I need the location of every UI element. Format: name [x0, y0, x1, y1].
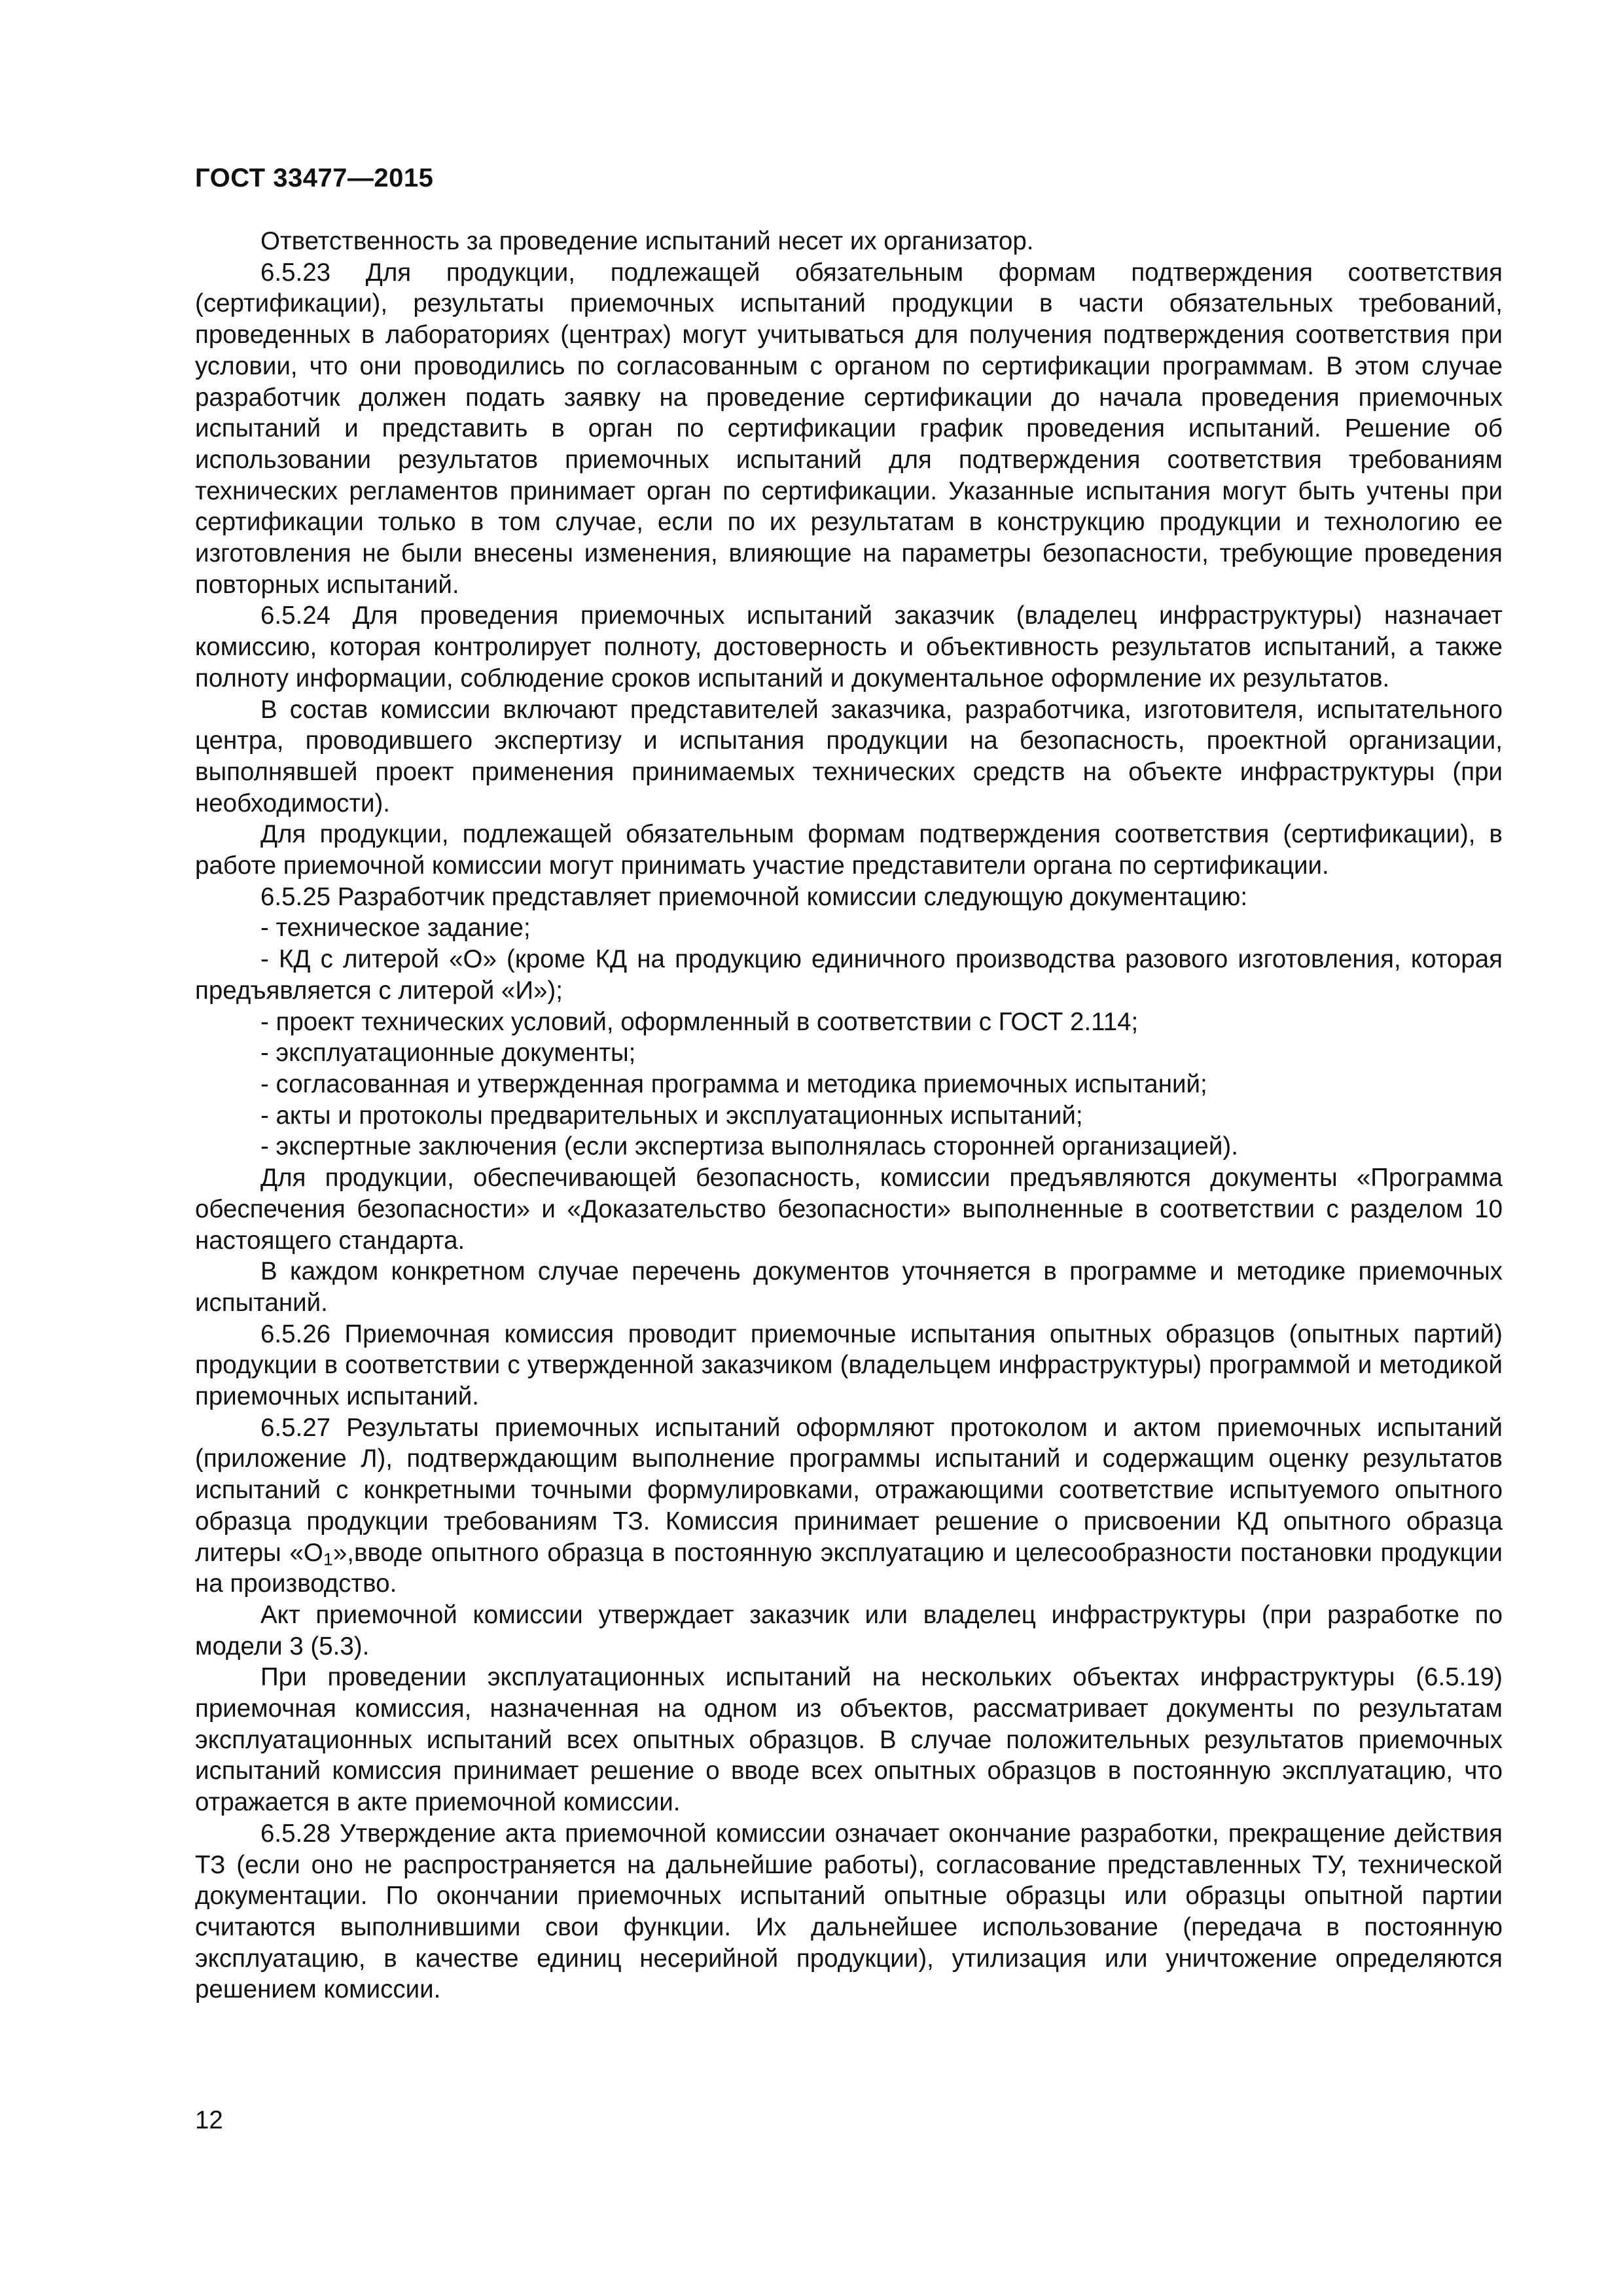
paragraph-6-5-24: 6.5.24 Для проведения приемочных испытаний заказчик (владелец инфраструктуры) назначает комиссию, которая контролирует полноту, достоверность и объективность результатов испытаний, а также полноту информации, соблюдение сроков испытаний и документальное оформление их результатов. [195, 601, 1503, 692]
paragraph: Для продукции, подлежащей обязательным формам подтверждения соответствия (сертификации), в работе приемочной комиссии могут принимать участие представители органа по сертификации. [195, 820, 1503, 880]
list-item: - согласованная и утвержденная программа и методика приемочных испытаний; [260, 1069, 1207, 1098]
paragraph-6-5-26: 6.5.26 Приемочная комиссия проводит приемочные испытания опытных образцов (опытных партий) продукции в соответствии с утвержденной заказчиком (владельцем инфраструктуры) программой и методикой приемочных испытаний. [195, 1319, 1503, 1411]
list-item: - экспертные заключения (если экспертиза выполнялась сторонней организацией). [260, 1132, 1238, 1161]
paragraph-6-5-23: 6.5.23 Для продукции, подлежащей обязательным формам подтверждения соответствия (сертификации), результаты приемочных испытаний продукции в части обязательных требований, проведенных в лабораториях (центрах) могут учитываться для получения подтверждения соответствия при условии, что они проводились по согласованным с органом по сертификации программам. В этом случае разработчик должен подать заявку на проведение сертификации до начала проведения приемочных испытаний и представить в орган по сертификации график проведения испытаний. Решение об использовании результатов приемочных испытаний для подтверждения соответствия требованиям технических регламентов принимает орган по сертификации. Указанные испытания могут быть учтены при сертификации только в том случае, если по их результатам в конструкцию продукции и технологию ее изготовления не были внесены изменения, влияющие на параметры безопасности, требующие проведения повторных испытаний. [195, 258, 1503, 599]
paragraph: Для продукции, обеспечивающей безопасность, комиссии предъявляются документы «Программа обеспечения безопасности» и «Доказательство безопасности» выполненные в соответствии с разделом 10 настоящего стандарта. [195, 1164, 1503, 1255]
paragraph-6-5-28: 6.5.28 Утверждение акта приемочной комиссии означает окончание разработки, прекращение действия ТЗ (если оно не распространяется на дальнейшие работы), согласование представленных ТУ, технической документации. По окончании приемочных испытаний опытные образцы или образцы опытной партии считаются выполнившими свои функции. Их дальнейшее использование (передача в постоянную эксплуатацию, в качестве единиц несерийной продукции), утилизация или уничтожение определяются решением комиссии. [195, 1819, 1503, 2004]
document-body [195, 226, 1503, 2005]
list-item: - эксплуатационные документы; [260, 1039, 636, 1067]
list-item: - КД с литерой «О» (кроме КД на продукцию единичного производства разового изготовления, которая предъявляется с литерой «И»); [195, 945, 1503, 1005]
paragraph: При проведении эксплуатационных испытаний на нескольких объектах инфраструктуры (6.5.19) приемочная комиссия, назначенная на одном из объектов, рассматривает документы по результатам эксплуатационных испытаний всех опытных образцов. В случае положительных результатов приемочных испытаний комиссия принимает решение о вводе всех опытных образцов в постоянную эксплуатацию, что отражается в акте приемочной комиссии. [195, 1663, 1503, 1817]
paragraph-6-5-27 [195, 1412, 1503, 1600]
paragraph: Акт приемочной комиссии утверждает заказчик или владелец инфраструктуры (при разработке по модели 3 (5.3). [195, 1600, 1503, 1660]
list-item: - техническое задание; [260, 914, 531, 942]
paragraph-6-5-25: 6.5.25 Разработчик представляет приемочной комиссии следующую документацию: [260, 882, 1248, 911]
paragraph-text: »,вводе опытного образца в постоянную эксплуатацию и целесообразности постановки продукции на производство. [195, 1538, 1503, 1598]
paragraph: В состав комиссии включают представителей заказчика, разработчика, изготовителя, испытательного центра, проводившего экспертизу и испытания продукции на безопасность, проектной организации, выполнявшей проект применения принимаемых технических средств на объекте инфраструктуры (при необходимости). [195, 695, 1503, 817]
paragraph: В каждом конкретном случае перечень документов уточняется в программе и методике приемочных испытаний. [195, 1257, 1503, 1317]
document-header: ГОСТ 33477—2015 [195, 164, 434, 192]
subscript: 1 [323, 1549, 333, 1570]
page-number: 12 [195, 2106, 223, 2134]
list-item: - проект технических условий, оформленный в соответствии с ГОСТ 2.114; [260, 1007, 1139, 1036]
paragraph: Ответственность за проведение испытаний несет их организатор. [260, 227, 1034, 255]
paragraph-text: 6.5.27 Результаты приемочных испытаний оформляют протоколом и актом приемочных испытаний (приложение Л), подтверждающим выполнение программы испытаний и содержащим оценку результатов испытаний с конкретными точными формулировками, отражающими соответствие испытуемого опытного образца продукции требованиям ТЗ. Комиссия принимает решение о присвоении КД опытного образца литеры «О [195, 1413, 1503, 1567]
list-item: - акты и протоколы предварительных и эксплуатационных испытаний; [260, 1101, 1083, 1130]
